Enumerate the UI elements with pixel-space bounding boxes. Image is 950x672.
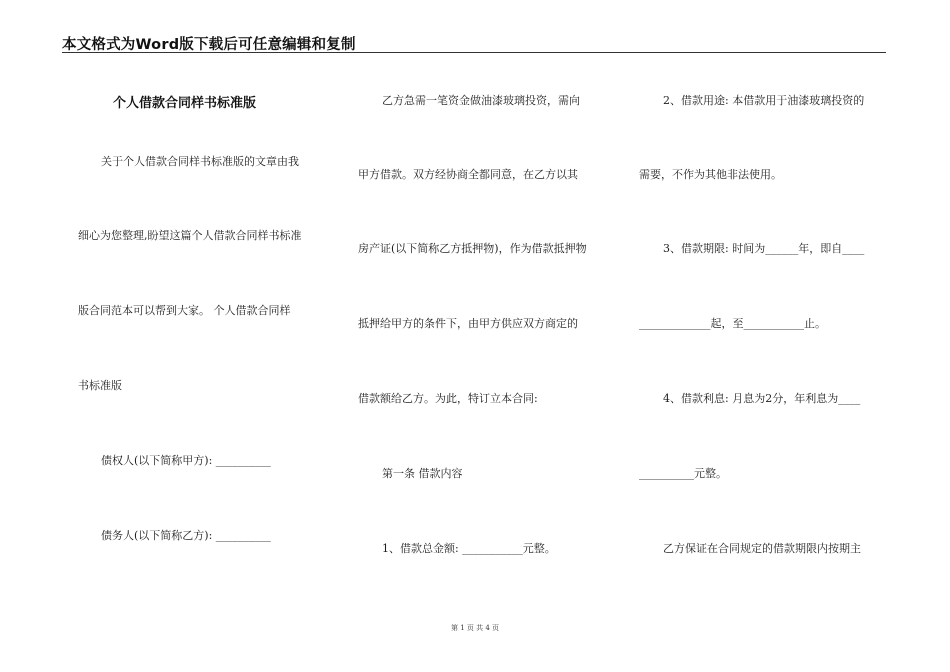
- paragraph-line: 需要，不作为其他非法使用。: [639, 168, 782, 181]
- paragraph-line: 抵押给甲方的条件下，由甲方供应双方商定的: [358, 317, 578, 330]
- section-heading: 第一条 借款内容: [382, 467, 463, 480]
- loan-term-line: 3、借款期限: 时间为______年，即自____: [663, 242, 865, 255]
- paragraph-line: 书标准版: [78, 379, 122, 392]
- debtor-line: 债务人(以下简称乙方): __________: [101, 529, 271, 542]
- paragraph-line: 关于个人借款合同样书标准版的文章由我: [101, 155, 299, 168]
- loan-interest-line: 4、借款利息: 月息为2分，年利息为____: [663, 392, 861, 405]
- paragraph-line: __________元整。: [639, 467, 727, 480]
- paragraph-line: 乙方急需一笔资金做油漆玻璃投资，需向: [382, 94, 580, 107]
- paragraph-line: 借款额给乙方。为此，特订立本合同:: [358, 392, 538, 405]
- document-header: 本文格式为Word版下载后可任意编辑和复制: [62, 37, 356, 53]
- paragraph-line: _____________起，至___________止。: [639, 317, 826, 330]
- paragraph-line: 甲方借款。双方经协商全都同意，在乙方以其: [358, 168, 578, 181]
- loan-purpose-line: 2、借款用途: 本借款用于油漆玻璃投资的: [663, 94, 865, 107]
- paragraph-line: 版合同范本可以帮到大家。 个人借款合同样: [78, 304, 291, 317]
- creditor-line: 债权人(以下简称甲方): __________: [101, 454, 271, 467]
- paragraph-line: 房产证(以下简称乙方抵押物)，作为借款抵押物: [358, 242, 587, 255]
- header-divider: [62, 52, 886, 53]
- loan-amount-line: 1、借款总金额: ___________元整。: [382, 542, 556, 555]
- document-title: 个人借款合同样书标准版: [113, 96, 257, 111]
- page-number: 第 1 页 共 4 页: [450, 624, 500, 632]
- paragraph-line: 乙方保证在合同规定的借款期限内按期主: [663, 542, 861, 555]
- paragraph-line: 细心为您整理,盼望这篇个人借款合同样书标准: [78, 229, 302, 242]
